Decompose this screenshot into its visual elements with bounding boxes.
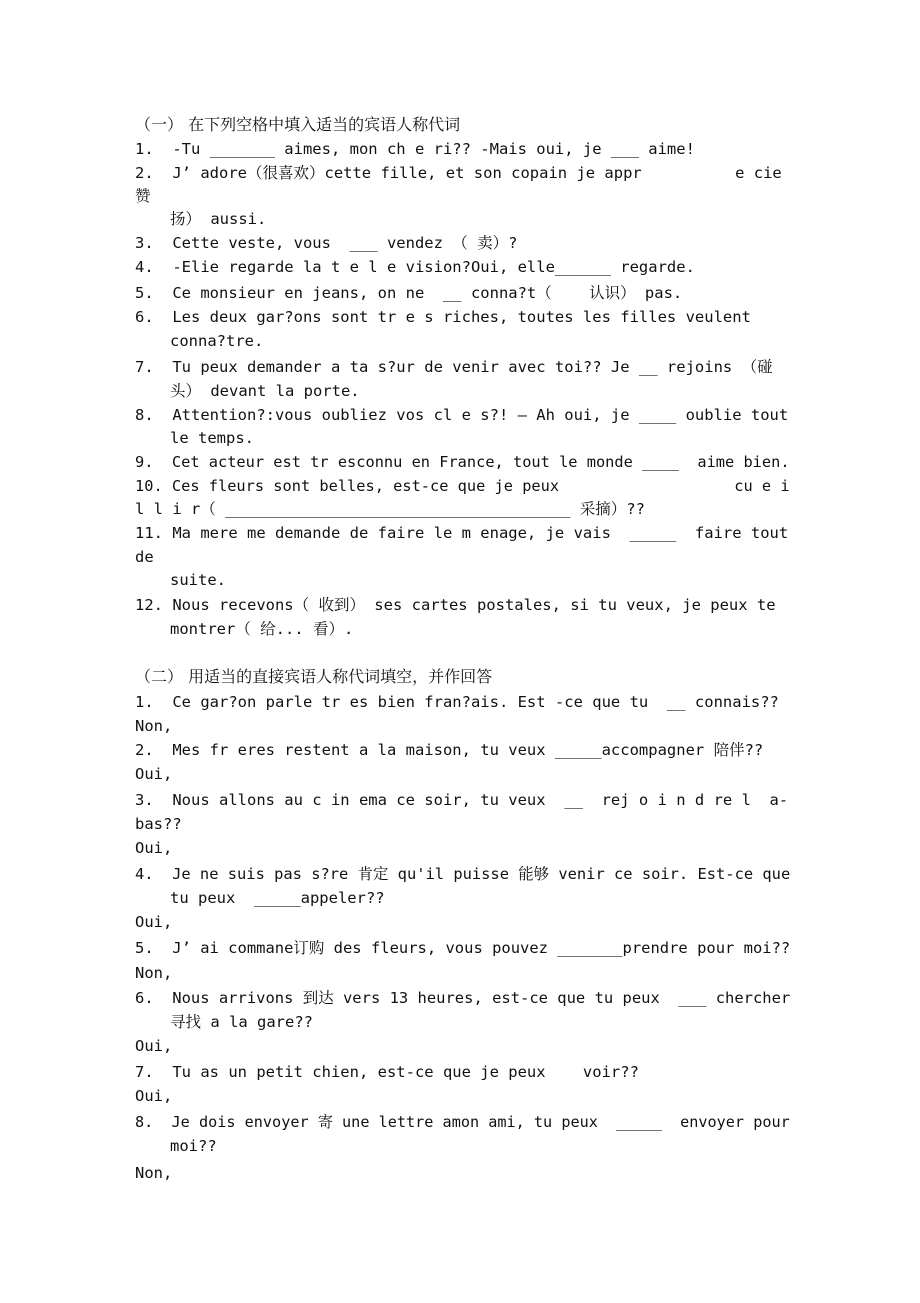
s1-q2-cont-a: 赞: [135, 187, 151, 205]
s1-q7: 7. Tu peux demander a ta s?ur de venir avec toi?? Je __ rejoins （碰: [135, 358, 773, 376]
s2-q4: 4. Je ne suis pas s?re 肯定 qu'il puisse 能够 venir ce soir. Est-ce que: [135, 865, 791, 883]
s2-q2-answer: Oui,: [135, 765, 173, 783]
s2-q1-answer: Non,: [135, 717, 173, 735]
s2-q4-cont: tu peux _____appeler??: [170, 889, 385, 907]
s1-q3: 3. Cette veste, vous ___ vendez （ 卖）?: [135, 234, 518, 252]
s2-q5: 5. J’ ai commane订购 des fleurs, vous pouvez _______prendre pour moi??: [135, 939, 791, 957]
s2-q6-cont: 寻找 a la gare??: [170, 1013, 313, 1031]
s1-q5: 5. Ce monsieur en jeans, on ne __ conna?t（ 认识） pas.: [135, 284, 683, 302]
s2-q7-answer: Oui,: [135, 1087, 173, 1105]
s1-q11: 11. Ma mere me demande de faire le m enage, je vais _____ faire tout: [135, 524, 789, 542]
s2-q6-answer: Oui,: [135, 1037, 173, 1055]
s1-q2: 2. J’ adore（很喜欢）cette fille, et son copain je appr e cie: [135, 164, 782, 182]
s1-q11-cont-a: de: [135, 548, 154, 566]
s1-q11-cont-b: suite.: [170, 571, 226, 589]
s1-q10-cont: l l i r（ _____________________________________ 采摘）??: [135, 500, 645, 518]
section-2-title: （二） 用适当的直接宾语人称代词填空，并作回答: [135, 667, 493, 686]
s2-q1: 1. Ce gar?on parle tr es bien fran?ais. Est -ce que tu __ connais??: [135, 693, 779, 711]
s1-q6: 6. Les deux gar?ons sont tr e s riches, toutes les filles veulent: [135, 308, 751, 326]
s2-q3-answer: Oui,: [135, 839, 173, 857]
section-1-title: （一） 在下列空格中填入适当的宾语人称代词: [135, 115, 461, 134]
s1-q2-cont-b: 扬） aussi.: [170, 210, 267, 228]
s2-q2: 2. Mes fr eres restent a la maison, tu veux _____accompagner 陪伴??: [135, 741, 764, 759]
s1-q7-cont: 头） devant la porte.: [170, 382, 360, 400]
s2-q3: 3. Nous allons au c in ema ce soir, tu veux __ rej o i n d re l a-: [135, 791, 789, 809]
s2-q8-cont: moi??: [170, 1137, 217, 1155]
s1-q8-cont: le temps.: [170, 429, 254, 447]
s2-q8-answer: Non,: [135, 1164, 173, 1182]
s1-q8: 8. Attention?:vous oubliez vos cl e s?! — Ah oui, je ____ oublie tout: [135, 406, 789, 424]
s1-q6-cont: conna?tre.: [170, 332, 264, 350]
s1-q1: 1. -Tu _______ aimes, mon ch e ri?? -Mais oui, je ___ aime!: [135, 140, 695, 158]
s1-q12-cont: montrer（ 给... 看）.: [170, 620, 354, 638]
s1-q10: 10. Ces fleurs sont belles, est-ce que je peux cu e i: [135, 477, 790, 495]
s1-q9: 9. Cet acteur est tr esconnu en France, tout le monde ____ aime bien.: [135, 453, 790, 471]
s2-q3-cont: bas??: [135, 815, 182, 833]
s2-q4-answer: Oui,: [135, 913, 173, 931]
s1-q12: 12. Nous recevons（ 收到） ses cartes postales, si tu veux, je peux te: [135, 596, 776, 614]
s2-q8: 8. Je dois envoyer 寄 une lettre amon ami, tu peux _____ envoyer pour: [135, 1113, 790, 1131]
s2-q5-answer: Non,: [135, 964, 173, 982]
s2-q7: 7. Tu as un petit chien, est-ce que je peux voir??: [135, 1063, 639, 1081]
s1-q4: 4. -Elie regarde la t e l e vision?Oui, elle______ regarde.: [135, 258, 695, 276]
s2-q6: 6. Nous arrivons 到达 vers 13 heures, est-ce que tu peux ___ chercher: [135, 989, 791, 1007]
